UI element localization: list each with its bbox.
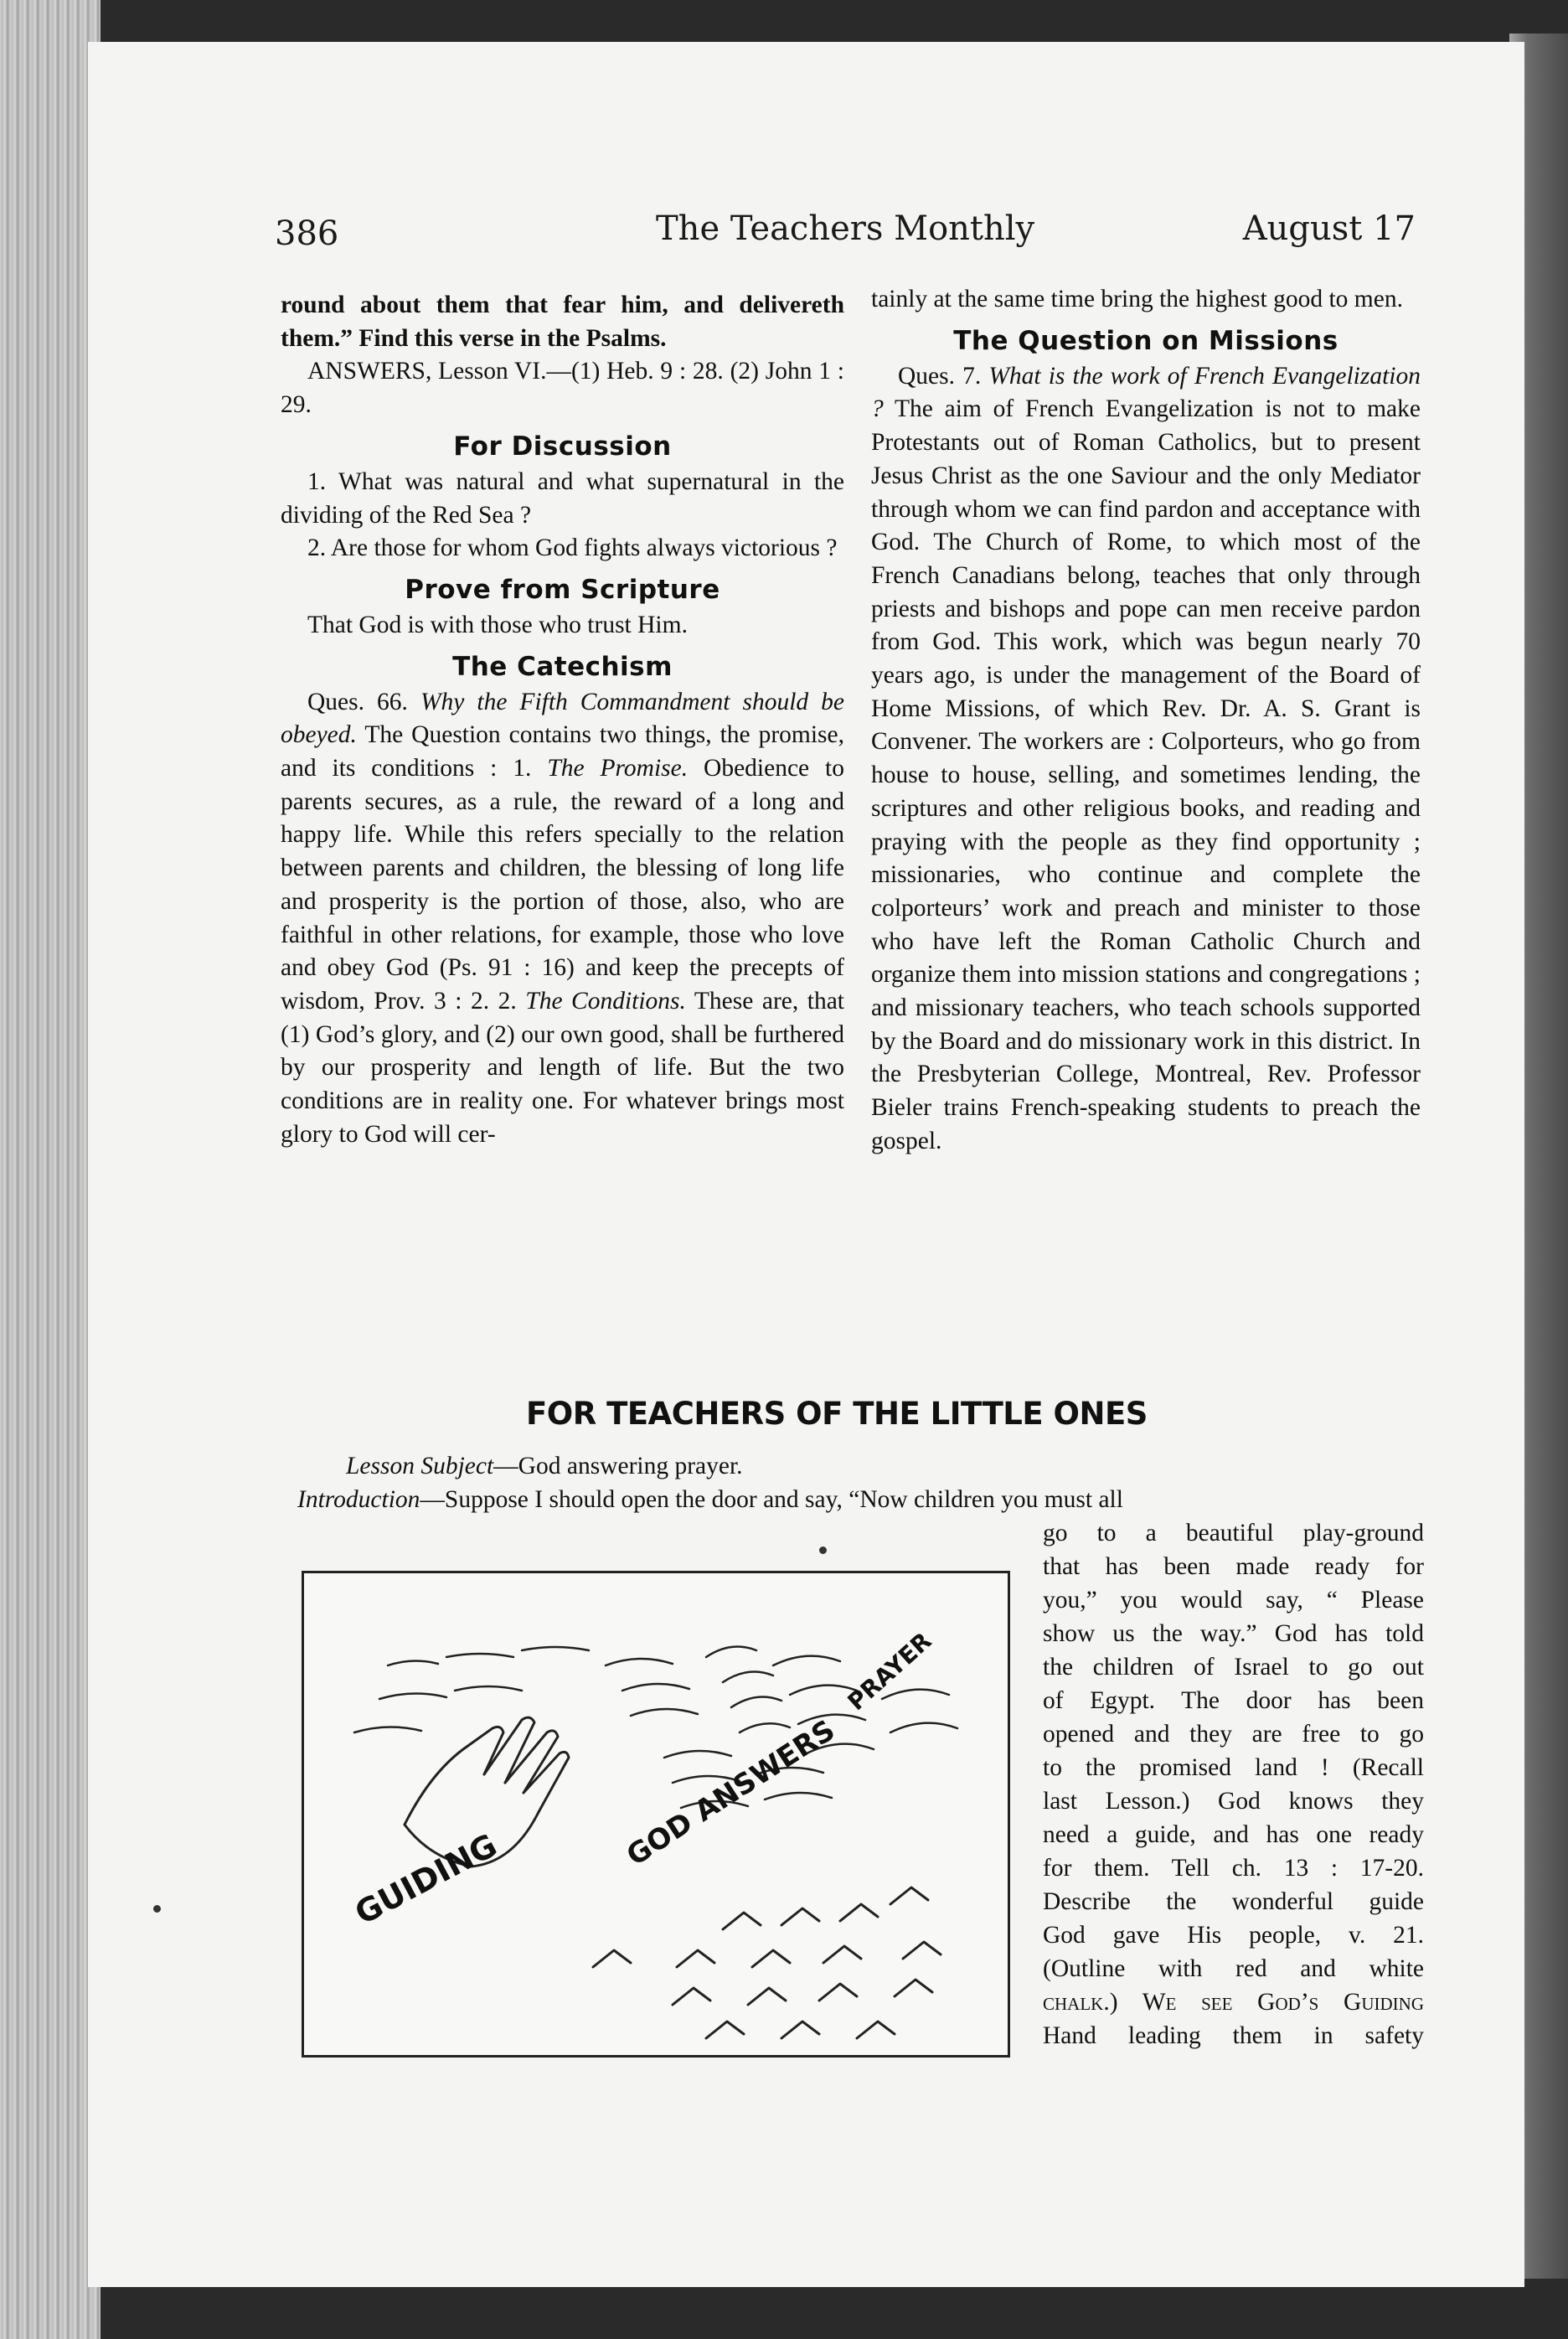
heading-catechism: The Catechism <box>452 651 673 682</box>
introduction-continued <box>1043 1516 1424 2052</box>
missions-body: The aim of French Evangelization is not to make Protestants out of Roman Catholics, but to present Jesus Christ as the one Saviour and the only Mediator through whom we can find pardon and acceptance with God. The Church of Rome, to which most of the French Canadians belong, teaches that only through priests and bishops and pope can men receive pardon from God. This work, which was begun nearly 70 years ago, is under the management of the Board of Home Missions, of which Rev. Dr. A. S. Grant is Convener. The workers are : Colporteurs, who go from house to house, selling, and sometimes lending, the scriptures and other religious books, and reading and praying with the people as they find opportunity ; missionaries, who continue and complete the colporteurs’ work and preach and minister to those who have left the Roman Catholic Church and organize them into mission stations and congregations ; and missionary teachers, who teach schools supported by the Board and do missionary work in this district. In the Presbyterian College, Montreal, Rev. Professor Bieler trains French-speaking students to preach the gospel. <box>871 395 1421 1154</box>
paragraph: round about them that fear him, and delivereth them.” Find this verse in the Psalms. <box>281 292 844 352</box>
catechism-paragraph <box>281 686 844 1152</box>
catechism-promise-label: The Promise. <box>547 755 689 782</box>
text-line: God gave His people, v. 21. <box>1043 1922 1424 1949</box>
page-number: 386 <box>275 214 339 253</box>
drawing-svg <box>304 1573 1008 2055</box>
text-line: to the promised land ! (Recall <box>1043 1754 1424 1781</box>
text-line: of Egypt. The door has been <box>1043 1687 1424 1714</box>
lesson-subject-label: Lesson Subject <box>346 1453 494 1479</box>
text-line: last Lesson.) God knows they <box>1043 1788 1424 1815</box>
catechism-text: The Question contains two things, the promise, and its conditions : 1. <box>281 721 844 782</box>
text-line: for them. Tell ch. 13 : 17-20. <box>1043 1855 1424 1882</box>
text-line: Describe the wonderful guide <box>1043 1888 1424 1915</box>
heading-for-discussion: For Discussion <box>453 431 672 462</box>
introduction-label: Introduction <box>297 1486 420 1513</box>
text-line: the children of Israel to go out <box>1043 1654 1424 1681</box>
drawing-word-god-answers: GOD ANSWERS <box>621 1713 842 1873</box>
blackboard-drawing <box>302 1571 1010 2058</box>
lesson-subject <box>297 1449 1424 1483</box>
heading-prove-from-scripture: Prove from Scripture <box>405 574 720 605</box>
text-line: you,” you would say, “ Please <box>1043 1587 1424 1614</box>
issue-date: August 17 <box>1242 209 1416 248</box>
missions-question: What is the work of French Evangelization ? <box>871 362 1421 423</box>
drawing-lettering <box>349 1627 937 1932</box>
catechism-text: Obedience to parents secures, as a rule, the reward of a long and happy life. While this refers specially to the relation between parents and children, the blessing of long life and prosperity is the portion of those, also, who are faithful in other relations, for example, those who love and obey God (Ps. 91 : 16) and keep the precepts of wisdom, Prov. 3 : 2. 2. <box>281 755 845 1015</box>
text-line: (Outline with red and white <box>1043 1955 1424 1982</box>
catechism-text: These are, that (1) God’s glory, and (2) our own good, shall be furthered by our prosperity and length of life. But the two conditions are in reality one. For whatever brings most glory to God will cer- <box>281 987 844 1148</box>
discussion-question: 2. Are those for whom God fights always victorious ? <box>307 534 838 562</box>
drawing-word-guiding: GUIDING <box>348 1826 503 1932</box>
answers-paragraph: ANSWERS, Lesson VI.—(1) Heb. 9 : 28. (2) John 1 : 29. <box>281 358 844 419</box>
drawing-word-prayer: PRAYER <box>842 1627 937 1717</box>
water-waves <box>354 1647 957 1809</box>
heading-teachers-little-ones: FOR TEACHERS OF THE LITTLE ONES <box>526 1396 1148 1432</box>
missions-ques-number: Ques. 7. <box>898 362 982 390</box>
catechism-question: Why the Fifth Commandment should be obeyed. <box>281 688 845 749</box>
introduction-text: —Suppose I should open the door and say, “Now children you must all <box>420 1486 1123 1513</box>
text-line: go to a beautiful play-ground <box>1043 1520 1424 1546</box>
heading-question-on-missions: The Question on Missions <box>953 325 1338 356</box>
book-page-edges <box>0 0 101 2339</box>
text-line: Hand leading them in safety <box>1043 2022 1424 2049</box>
text-line: opened and they are free to go <box>1043 1721 1424 1748</box>
text-line: chalk.) We see God’s Guiding <box>1043 1989 1424 2016</box>
catechism-ques-number: Ques. 66. <box>307 688 408 715</box>
text-line: need a guide, and has one ready <box>1043 1821 1424 1848</box>
journal-title: The Teachers Monthly <box>656 209 1035 248</box>
birds-icon <box>593 1887 941 2038</box>
print-speck <box>153 1905 161 1913</box>
discussion-question: 1. What was natural and what supernatural in the dividing of the Red Sea ? <box>281 467 844 529</box>
running-head <box>275 209 1416 260</box>
left-column <box>281 289 844 1151</box>
prove-text: That God is with those who trust Him. <box>307 611 688 638</box>
print-speck <box>819 1546 827 1554</box>
introduction-first-line <box>297 1483 1424 1516</box>
text-line: that has been made ready for <box>1043 1553 1424 1580</box>
right-column <box>871 283 1421 1159</box>
missions-paragraph <box>871 360 1421 1159</box>
paragraph: tainly at the same time bring the highest good to men. <box>871 286 1403 312</box>
catechism-conditions-label: The Conditions. <box>525 987 686 1015</box>
lesson-subject-text: —God answering prayer. <box>493 1453 743 1479</box>
text-line: show us the way.” God has told <box>1043 1620 1424 1647</box>
